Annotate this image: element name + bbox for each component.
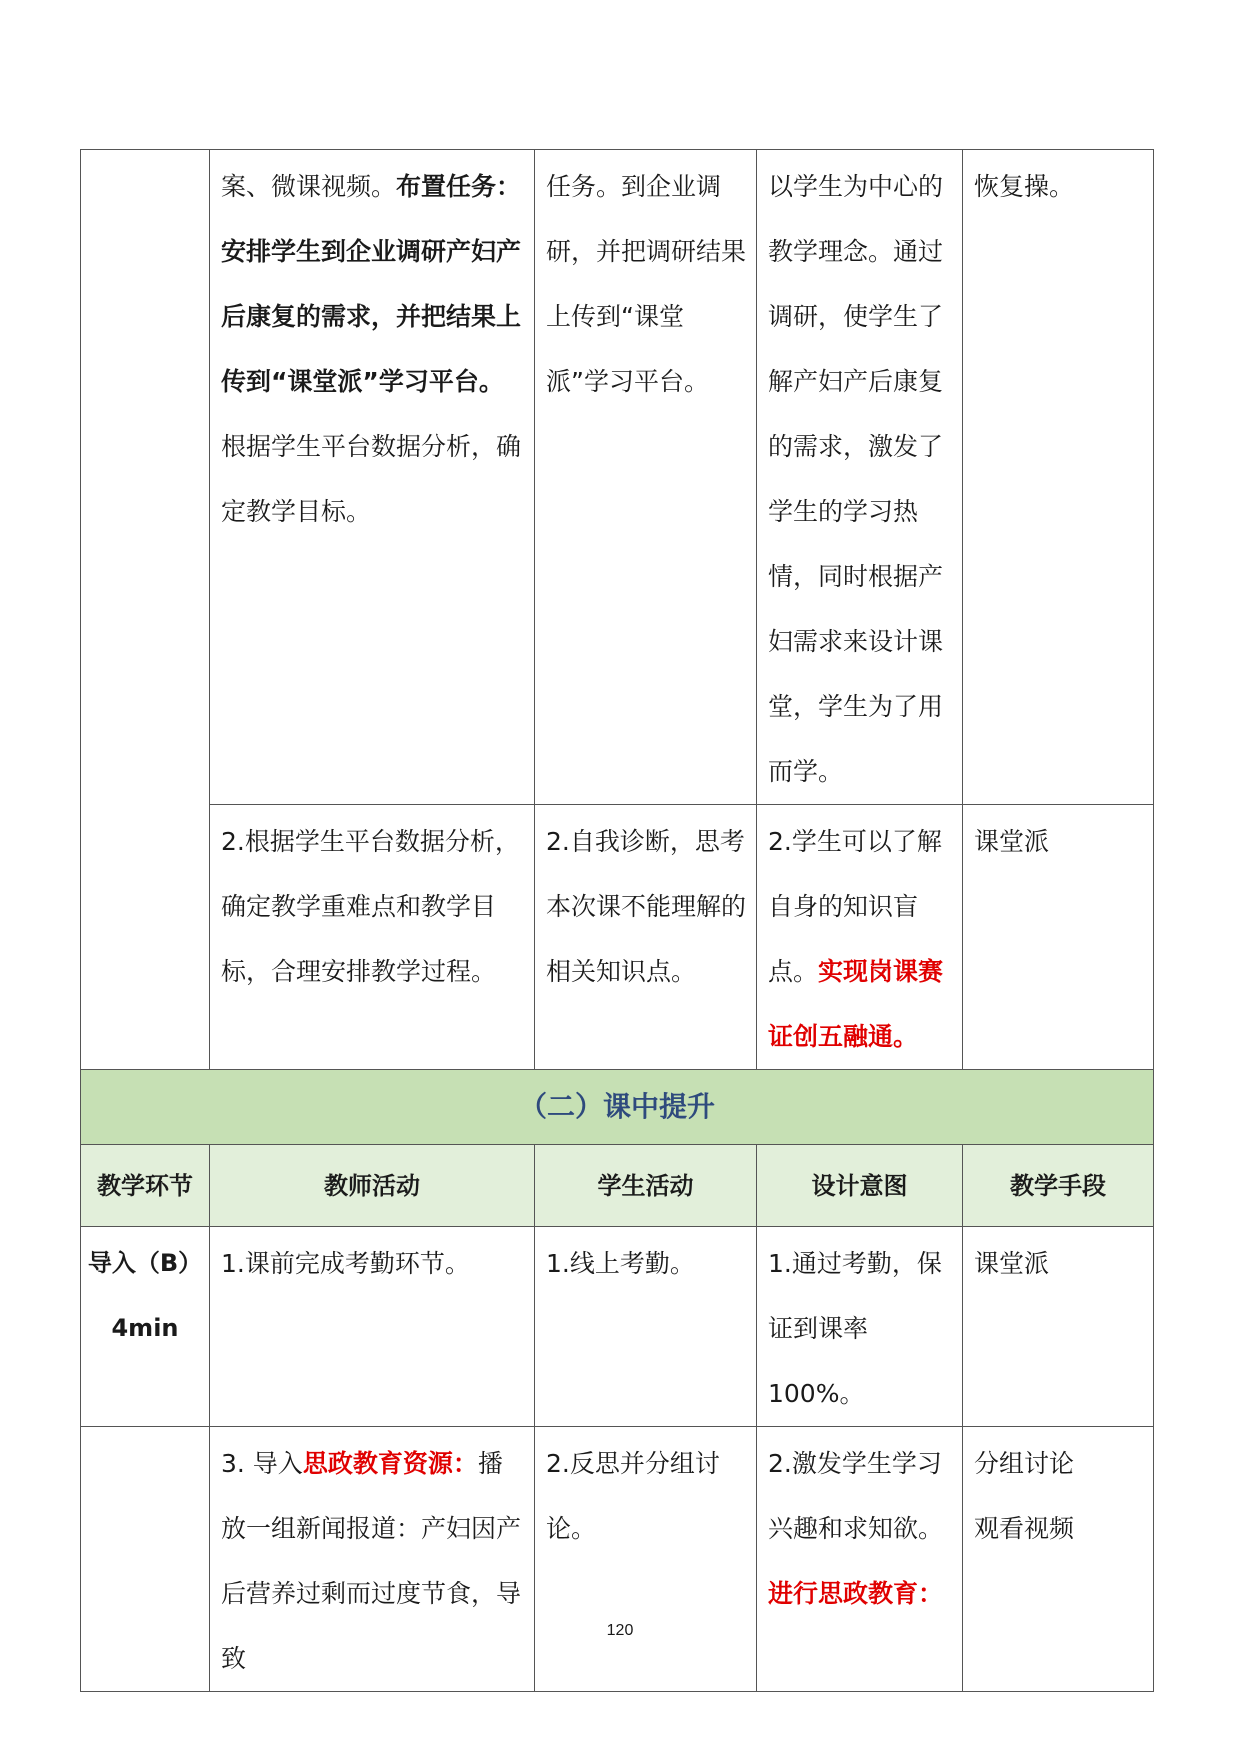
design-highlight: 实现岗课赛证创五融通。 xyxy=(768,957,944,1051)
design-intent-cell xyxy=(757,1427,963,1692)
section-header-row xyxy=(81,1070,1154,1145)
means-text: 恢复操。 xyxy=(974,172,1075,201)
teaching-means-cell xyxy=(963,1227,1154,1427)
design-text: 2.激发学生学习兴趣和求知欲。 xyxy=(768,1449,944,1543)
teacher-task-bold: 布置任务：安排学生到企业调研产妇产后康复的需求，并把结果上传到“课堂派”学习平台。 xyxy=(221,172,522,396)
student-activity-cell xyxy=(535,805,757,1070)
stage-name: 导入（B） xyxy=(87,1249,203,1277)
design-text: 1.通过考勤，保证到课率 100%。 xyxy=(768,1249,942,1408)
teaching-means-cell xyxy=(963,150,1154,805)
header-teaching-means: 教学手段 xyxy=(963,1145,1154,1227)
student-activity-cell xyxy=(535,150,757,805)
teacher-activity-cell xyxy=(210,1227,535,1427)
student-text: 1.线上考勤。 xyxy=(546,1249,695,1278)
design-intent-cell xyxy=(757,150,963,805)
stage-time: 4min xyxy=(111,1314,179,1342)
means-text: 课堂派 xyxy=(974,827,1050,856)
student-activity-cell xyxy=(535,1227,757,1427)
section-title-cell xyxy=(81,1070,1154,1145)
teacher-text: 2.根据学生平台数据分析，确定教学重难点和教学目标，合理安排教学过程。 xyxy=(221,827,520,986)
table-row xyxy=(81,1227,1154,1427)
means-text: 分组讨论 xyxy=(974,1449,1075,1478)
section-title: （二）课中提升 xyxy=(518,1090,715,1123)
table-row xyxy=(81,1427,1154,1692)
student-text: 2.反思并分组讨论。 xyxy=(546,1449,720,1543)
design-text: 以学生为中心的教学理念。通过调研，使学生了解产妇产后康复的需求，激发了学生的学习热情，同时根据产妇需求来设计课堂，学生为了用而学。 xyxy=(768,172,944,786)
teacher-text: 播放一组新闻报道：产妇因产后营养过剩而过度节食，导致 xyxy=(221,1449,522,1673)
teacher-text: 根据学生平台数据分析，确定教学目标。 xyxy=(221,432,522,526)
header-student-activity: 学生活动 xyxy=(535,1145,757,1227)
teaching-means-cell xyxy=(963,1427,1154,1692)
stage-cell xyxy=(81,1427,210,1692)
table-row xyxy=(81,805,1154,1070)
page-number: 120 xyxy=(606,1622,634,1639)
student-text: 任务。到企业调研，并把调研结果上传到“课堂派”学习平台。 xyxy=(546,172,747,396)
design-highlight: 进行思政教育： xyxy=(768,1579,944,1608)
table-row xyxy=(81,150,1154,805)
design-intent-cell xyxy=(757,805,963,1070)
teacher-activity-cell xyxy=(210,805,535,1070)
teacher-activity-cell xyxy=(210,150,535,805)
header-teacher-activity: 教师活动 xyxy=(210,1145,535,1227)
header-stage: 教学环节 xyxy=(81,1145,210,1227)
stage-name xyxy=(81,1427,209,1431)
lesson-plan-table xyxy=(80,149,1154,1692)
teaching-means-cell xyxy=(963,805,1154,1070)
means-text: 观看视频 xyxy=(974,1514,1075,1543)
teacher-text: 1.课前完成考勤环节。 xyxy=(221,1249,470,1278)
teacher-activity-cell xyxy=(210,1427,535,1692)
teacher-highlight: 思政教育资源： xyxy=(302,1449,478,1478)
stage-cell-empty xyxy=(81,150,210,1070)
teacher-text: 案、微课视频。 xyxy=(221,172,397,201)
teacher-text: 3. 导入 xyxy=(221,1449,303,1478)
stage-cell xyxy=(81,1227,210,1427)
column-header-row xyxy=(81,1145,1154,1227)
design-text: 2.学生可以了解自身的知识盲点。 xyxy=(768,827,942,986)
header-design-intent: 设计意图 xyxy=(757,1145,963,1227)
student-activity-cell xyxy=(535,1427,757,1692)
means-text: 课堂派 xyxy=(974,1249,1050,1278)
design-intent-cell xyxy=(757,1227,963,1427)
student-text: 2.自我诊断，思考本次课不能理解的相关知识点。 xyxy=(546,827,747,986)
